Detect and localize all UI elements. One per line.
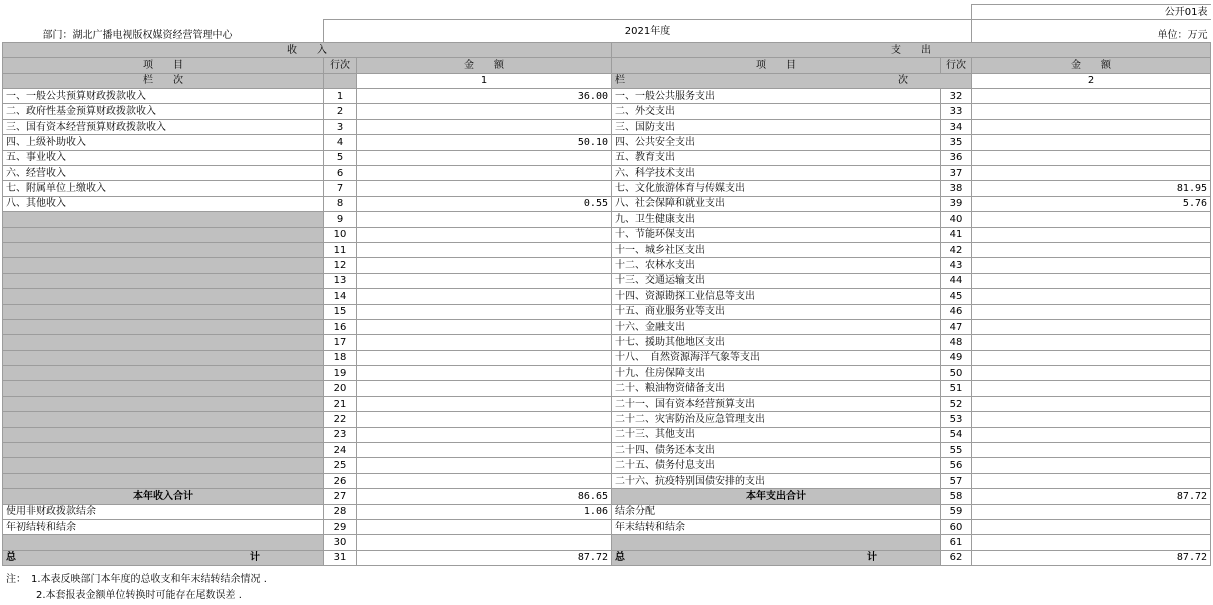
income-amount bbox=[357, 273, 612, 288]
income-amount bbox=[357, 242, 612, 257]
row-60-no: 60 bbox=[941, 520, 972, 535]
table-row bbox=[3, 242, 1211, 257]
expense-row-no: 49 bbox=[941, 350, 972, 365]
row-29-amount bbox=[357, 520, 612, 535]
table-row bbox=[3, 319, 1211, 334]
expense-item: 二十四、债务还本支出 bbox=[612, 443, 941, 458]
table-row bbox=[3, 350, 1211, 365]
table-row bbox=[3, 304, 1211, 319]
table-row bbox=[3, 150, 1211, 165]
income-amount bbox=[357, 335, 612, 350]
expense-item: 二十一、国有资本经营预算支出 bbox=[612, 396, 941, 411]
table-row bbox=[3, 89, 1211, 104]
income-row-no: 18 bbox=[324, 350, 357, 365]
table-row bbox=[3, 335, 1211, 350]
expense-amount bbox=[972, 119, 1211, 134]
expense-row-no: 43 bbox=[941, 258, 972, 273]
expense-column-number: 2 bbox=[972, 73, 1211, 88]
income-amount bbox=[357, 212, 612, 227]
expense-row-no: 44 bbox=[941, 273, 972, 288]
income-item: 三、国有资本经营预算财政拨款收入 bbox=[3, 119, 324, 134]
income-row-no: 12 bbox=[324, 258, 357, 273]
income-amount bbox=[357, 443, 612, 458]
expense-year-total-label: 本年支出合计 bbox=[612, 489, 941, 504]
income-row-no: 11 bbox=[324, 242, 357, 257]
table-row bbox=[3, 458, 1211, 473]
income-row-no: 8 bbox=[324, 196, 357, 211]
table-row bbox=[3, 181, 1211, 196]
expense-row-no: 33 bbox=[941, 104, 972, 119]
expense-row-no: 40 bbox=[941, 212, 972, 227]
year-total-row bbox=[3, 489, 1211, 504]
expense-grand-total-label bbox=[612, 550, 941, 565]
row-30-no: 30 bbox=[324, 535, 357, 550]
grand-right-a: 总 bbox=[615, 552, 625, 564]
income-item bbox=[3, 212, 324, 227]
table-row bbox=[3, 227, 1211, 242]
header-row-form-code bbox=[3, 5, 1211, 20]
row-61-no: 61 bbox=[941, 535, 972, 550]
income-amount bbox=[357, 396, 612, 411]
income-item bbox=[3, 335, 324, 350]
expense-amount bbox=[972, 396, 1211, 411]
income-amount bbox=[357, 258, 612, 273]
income-row-no: 3 bbox=[324, 119, 357, 134]
opening-balance-label: 年初结转和结余 bbox=[3, 520, 324, 535]
expense-row-no: 51 bbox=[941, 381, 972, 396]
income-row-no: 21 bbox=[324, 396, 357, 411]
expense-amount bbox=[972, 289, 1211, 304]
expense-row-no-header: 行次 bbox=[941, 58, 972, 73]
expense-item: 六、科学技术支出 bbox=[612, 166, 941, 181]
income-year-total-no: 27 bbox=[324, 489, 357, 504]
expense-item: 十二、农林水支出 bbox=[612, 258, 941, 273]
expense-item: 四、公共安全支出 bbox=[612, 135, 941, 150]
income-item bbox=[3, 396, 324, 411]
expense-amount bbox=[972, 212, 1211, 227]
income-row-no: 10 bbox=[324, 227, 357, 242]
income-item bbox=[3, 227, 324, 242]
income-row-no: 25 bbox=[324, 458, 357, 473]
expense-item: 一、一般公共服务支出 bbox=[612, 89, 941, 104]
income-amount bbox=[357, 119, 612, 134]
income-amount bbox=[357, 289, 612, 304]
grand-right-b: 计 bbox=[867, 552, 877, 564]
income-row-no: 15 bbox=[324, 304, 357, 319]
grand-income-no: 31 bbox=[324, 550, 357, 565]
grand-left-b: 计 bbox=[250, 552, 260, 564]
expense-item: 十五、商业服务业等支出 bbox=[612, 304, 941, 319]
grand-income-amount: 87.72 bbox=[357, 550, 612, 565]
unit-label: 单位：万元 bbox=[972, 20, 1211, 43]
expense-lanci-right: 次 bbox=[898, 75, 909, 87]
expense-amount bbox=[972, 258, 1211, 273]
expense-row-no: 45 bbox=[941, 289, 972, 304]
expense-amount bbox=[972, 304, 1211, 319]
income-amount: 36.00 bbox=[357, 89, 612, 104]
expense-row-no: 54 bbox=[941, 427, 972, 442]
expense-row-no: 50 bbox=[941, 366, 972, 381]
income-row-no: 20 bbox=[324, 381, 357, 396]
expense-amount bbox=[972, 166, 1211, 181]
row-61-amount bbox=[972, 535, 1211, 550]
row-29-no: 29 bbox=[324, 520, 357, 535]
expense-item: 十八、 自然资源海洋气象等支出 bbox=[612, 350, 941, 365]
header-row-title bbox=[3, 20, 1211, 43]
income-amount bbox=[357, 366, 612, 381]
income-item: 六、经营收入 bbox=[3, 166, 324, 181]
table-row bbox=[3, 412, 1211, 427]
expense-amount: 81.95 bbox=[972, 181, 1211, 196]
income-row-no: 23 bbox=[324, 427, 357, 442]
expense-lanci-left: 栏 bbox=[615, 75, 625, 87]
income-item: 五、事业收入 bbox=[3, 150, 324, 165]
income-item bbox=[3, 381, 324, 396]
expense-amount bbox=[972, 104, 1211, 119]
expense-amount bbox=[972, 242, 1211, 257]
income-item: 四、上级补助收入 bbox=[3, 135, 324, 150]
expense-row-no: 52 bbox=[941, 396, 972, 411]
income-item: 八、其他收入 bbox=[3, 196, 324, 211]
expense-amount bbox=[972, 89, 1211, 104]
expense-item: 七、文化旅游体育与传媒支出 bbox=[612, 181, 941, 196]
row-30-amount bbox=[357, 535, 612, 550]
detail-rows bbox=[3, 89, 1211, 489]
income-amount bbox=[357, 150, 612, 165]
expense-item: 二十三、其他支出 bbox=[612, 427, 941, 442]
expense-item: 十九、住房保障支出 bbox=[612, 366, 941, 381]
totals-rows bbox=[3, 489, 1211, 566]
income-year-total-amount: 86.65 bbox=[357, 489, 612, 504]
table-row bbox=[3, 196, 1211, 211]
table-row bbox=[3, 473, 1211, 488]
income-item: 二、政府性基金预算财政拨款收入 bbox=[3, 104, 324, 119]
expense-item: 十四、资源勘探工业信息等支出 bbox=[612, 289, 941, 304]
row-59-no: 59 bbox=[941, 504, 972, 519]
income-lanci-label: 栏 次 bbox=[3, 73, 324, 88]
expense-amount bbox=[972, 381, 1211, 396]
income-lanci-blank bbox=[324, 73, 357, 88]
expense-item: 十一、城乡社区支出 bbox=[612, 242, 941, 257]
income-amount bbox=[357, 181, 612, 196]
income-item-header: 项 目 bbox=[3, 58, 324, 73]
expense-item: 十六、金融支出 bbox=[612, 319, 941, 334]
expense-item: 三、国防支出 bbox=[612, 119, 941, 134]
year-title: 2021年度 bbox=[324, 20, 972, 43]
expense-amount bbox=[972, 458, 1211, 473]
table-row bbox=[3, 166, 1211, 181]
table-row bbox=[3, 135, 1211, 150]
expense-amount bbox=[972, 427, 1211, 442]
income-amount bbox=[357, 381, 612, 396]
expense-amount bbox=[972, 135, 1211, 150]
table-row bbox=[3, 104, 1211, 119]
row-28-no: 28 bbox=[324, 504, 357, 519]
expense-amount bbox=[972, 366, 1211, 381]
expense-amount bbox=[972, 335, 1211, 350]
income-amount bbox=[357, 104, 612, 119]
income-row-no: 16 bbox=[324, 319, 357, 334]
income-item bbox=[3, 366, 324, 381]
notes bbox=[6, 572, 267, 604]
expense-item-header: 项 目 bbox=[612, 58, 941, 73]
table-row bbox=[3, 396, 1211, 411]
expense-item: 十七、援助其他地区支出 bbox=[612, 335, 941, 350]
row-59-amount bbox=[972, 504, 1211, 519]
income-item bbox=[3, 443, 324, 458]
table-row bbox=[3, 289, 1211, 304]
income-item bbox=[3, 304, 324, 319]
expense-item: 二十二、灾害防治及应急管理支出 bbox=[612, 412, 941, 427]
income-row-no: 26 bbox=[324, 473, 357, 488]
row-61-label bbox=[612, 535, 941, 550]
income-column-number: 1 bbox=[357, 73, 612, 88]
income-amount bbox=[357, 319, 612, 334]
income-row-no: 24 bbox=[324, 443, 357, 458]
expense-row-no: 57 bbox=[941, 473, 972, 488]
expense-amount bbox=[972, 227, 1211, 242]
income-item bbox=[3, 412, 324, 427]
note-1: 注： 1.本表反映部门本年度的总收支和年末结转结余情况 . bbox=[6, 574, 267, 585]
grand-total-row bbox=[3, 550, 1211, 565]
lanci-row bbox=[3, 73, 1211, 88]
table-row bbox=[3, 273, 1211, 288]
closing-balance-label: 年末结转和结余 bbox=[612, 520, 941, 535]
income-amount bbox=[357, 473, 612, 488]
expense-row-no: 35 bbox=[941, 135, 972, 150]
income-nonfiscal-balance-label: 使用非财政拨款结余 bbox=[3, 504, 324, 519]
income-row-no: 19 bbox=[324, 366, 357, 381]
row-30-label bbox=[3, 535, 324, 550]
expense-item: 二十六、抗疫特别国债安排的支出 bbox=[612, 473, 941, 488]
income-amount bbox=[357, 227, 612, 242]
income-item bbox=[3, 273, 324, 288]
income-year-total-label: 本年收入合计 bbox=[3, 489, 324, 504]
expense-row-no: 41 bbox=[941, 227, 972, 242]
expense-item: 八、社会保障和就业支出 bbox=[612, 196, 941, 211]
income-row-no-header: 行次 bbox=[324, 58, 357, 73]
expense-section-header: 支 出 bbox=[612, 42, 1211, 57]
expense-item: 九、卫生健康支出 bbox=[612, 212, 941, 227]
income-amount bbox=[357, 166, 612, 181]
table-row bbox=[3, 381, 1211, 396]
income-item bbox=[3, 427, 324, 442]
table-row bbox=[3, 443, 1211, 458]
row-29 bbox=[3, 520, 1211, 535]
income-amount bbox=[357, 304, 612, 319]
income-item: 一、一般公共预算财政拨款收入 bbox=[3, 89, 324, 104]
expense-item: 二、外交支出 bbox=[612, 104, 941, 119]
expense-amount bbox=[972, 150, 1211, 165]
expense-row-no: 47 bbox=[941, 319, 972, 334]
income-row-no: 4 bbox=[324, 135, 357, 150]
grand-expense-no: 62 bbox=[941, 550, 972, 565]
expense-amount bbox=[972, 273, 1211, 288]
grand-expense-amount: 87.72 bbox=[972, 550, 1211, 565]
expense-item: 二十、粮油物资储备支出 bbox=[612, 381, 941, 396]
form-code: 公开01表 bbox=[972, 5, 1211, 20]
expense-row-no: 38 bbox=[941, 181, 972, 196]
income-row-no: 14 bbox=[324, 289, 357, 304]
expense-row-no: 34 bbox=[941, 119, 972, 134]
income-row-no: 9 bbox=[324, 212, 357, 227]
income-section-header: 收 入 bbox=[3, 42, 612, 57]
income-grand-total-label bbox=[3, 550, 324, 565]
income-row-no: 7 bbox=[324, 181, 357, 196]
income-item bbox=[3, 458, 324, 473]
income-item bbox=[3, 289, 324, 304]
income-amount-header: 金 额 bbox=[357, 58, 612, 73]
income-row-no: 13 bbox=[324, 273, 357, 288]
table-row bbox=[3, 366, 1211, 381]
income-item: 七、附属单位上缴收入 bbox=[3, 181, 324, 196]
income-amount bbox=[357, 412, 612, 427]
expense-row-no: 53 bbox=[941, 412, 972, 427]
income-row-no: 6 bbox=[324, 166, 357, 181]
expense-amount bbox=[972, 412, 1211, 427]
column-header-row bbox=[3, 58, 1211, 73]
expense-row-no: 56 bbox=[941, 458, 972, 473]
income-amount: 0.55 bbox=[357, 196, 612, 211]
expense-row-no: 36 bbox=[941, 150, 972, 165]
expense-amount: 5.76 bbox=[972, 196, 1211, 211]
income-item bbox=[3, 473, 324, 488]
row-60-amount bbox=[972, 520, 1211, 535]
grand-left-a: 总 bbox=[6, 552, 16, 564]
expense-amount bbox=[972, 473, 1211, 488]
income-row-no: 22 bbox=[324, 412, 357, 427]
income-item bbox=[3, 242, 324, 257]
expense-amount-header: 金 额 bbox=[972, 58, 1211, 73]
expense-item: 十、节能环保支出 bbox=[612, 227, 941, 242]
expense-row-no: 42 bbox=[941, 242, 972, 257]
section-row bbox=[3, 42, 1211, 57]
department-label: 部门：湖北广播电视版权媒资经营管理中心 bbox=[3, 20, 324, 43]
balance-distribution-label: 结余分配 bbox=[612, 504, 941, 519]
expense-row-no: 46 bbox=[941, 304, 972, 319]
expense-row-no: 55 bbox=[941, 443, 972, 458]
income-amount bbox=[357, 458, 612, 473]
note-2: 2.本套报表金额单位转换时可能存在尾数误差 . bbox=[6, 590, 242, 601]
expense-row-no: 48 bbox=[941, 335, 972, 350]
expense-row-no: 39 bbox=[941, 196, 972, 211]
income-row-no: 5 bbox=[324, 150, 357, 165]
expense-year-total-no: 58 bbox=[941, 489, 972, 504]
expense-lanci-label bbox=[612, 73, 972, 88]
budget-table bbox=[2, 4, 1211, 566]
income-item bbox=[3, 350, 324, 365]
income-row-no: 2 bbox=[324, 104, 357, 119]
income-row-no: 1 bbox=[324, 89, 357, 104]
expense-row-no: 37 bbox=[941, 166, 972, 181]
row-28-amount: 1.06 bbox=[357, 504, 612, 519]
income-amount bbox=[357, 427, 612, 442]
expense-item: 二十五、债务付息支出 bbox=[612, 458, 941, 473]
expense-year-total-amount: 87.72 bbox=[972, 489, 1211, 504]
expense-amount bbox=[972, 350, 1211, 365]
row-30 bbox=[3, 535, 1211, 550]
income-amount bbox=[357, 350, 612, 365]
income-row-no: 17 bbox=[324, 335, 357, 350]
income-item bbox=[3, 258, 324, 273]
table-row bbox=[3, 427, 1211, 442]
table-row bbox=[3, 212, 1211, 227]
expense-item: 五、教育支出 bbox=[612, 150, 941, 165]
table-row bbox=[3, 258, 1211, 273]
expense-amount bbox=[972, 319, 1211, 334]
table-row bbox=[3, 119, 1211, 134]
expense-amount bbox=[972, 443, 1211, 458]
row-28 bbox=[3, 504, 1211, 519]
income-item bbox=[3, 319, 324, 334]
expense-row-no: 32 bbox=[941, 89, 972, 104]
income-amount: 50.10 bbox=[357, 135, 612, 150]
expense-item: 十三、交通运输支出 bbox=[612, 273, 941, 288]
